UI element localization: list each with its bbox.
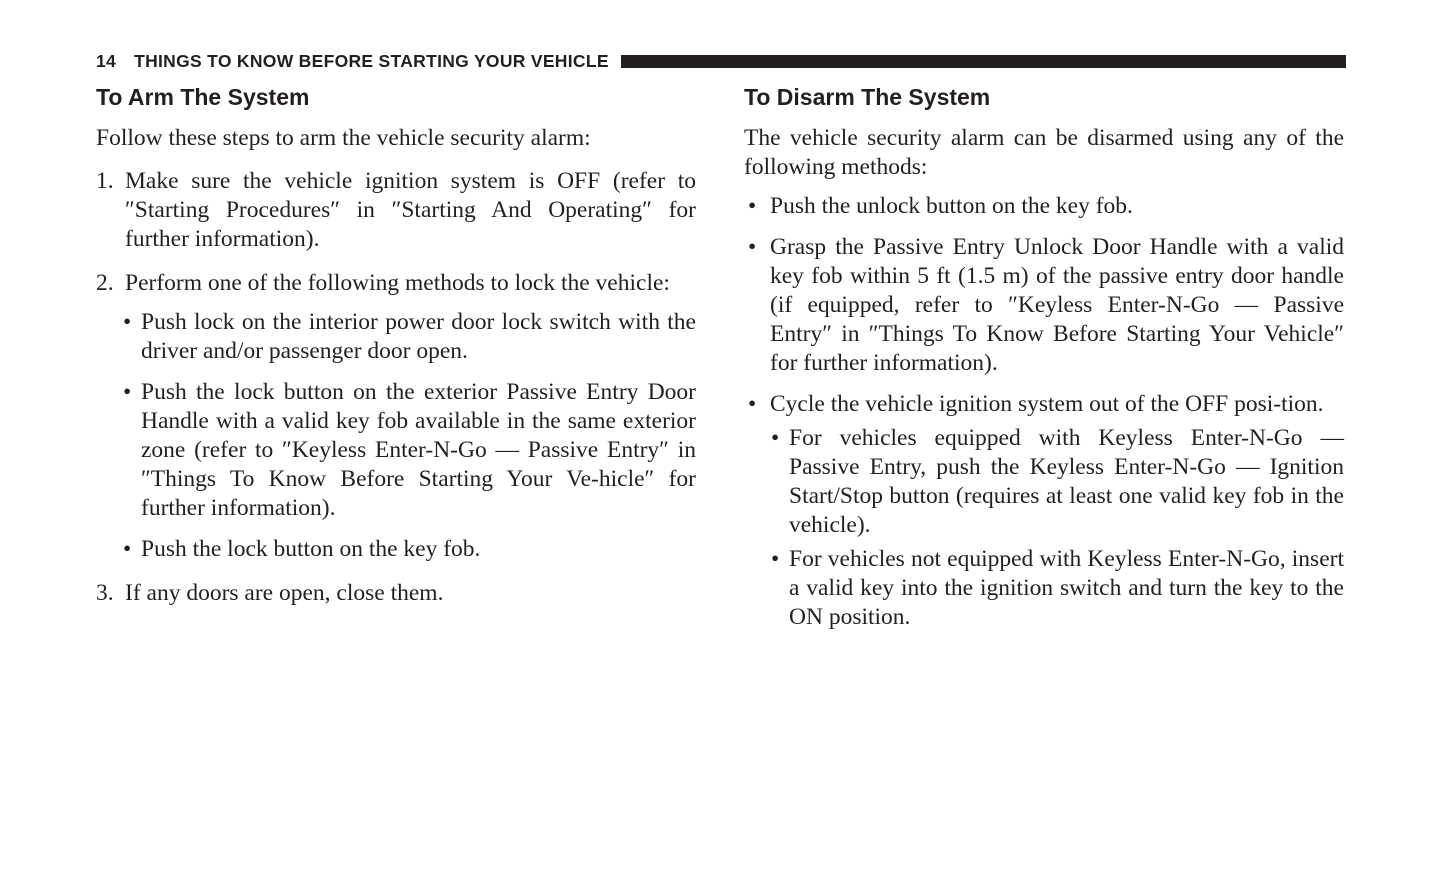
- bullet-text: Grasp the Passive Entry Unlock Door Handle with a valid key fob within 5 ft (1.5 m) of the passive entry door handle (if equipped, refer to ″Keyless Enter-N-Go — Passive Entry″ in ″Things To Know Before Starting Your Vehicle″ for further information).: [770, 234, 1344, 376]
- disarm-sub-bullet: [744, 545, 1344, 632]
- step-text: If any doors are open, close them.: [125, 580, 444, 606]
- arm-intro: Follow these steps to arm the vehicle security alarm:: [96, 125, 591, 151]
- step-number: 3.: [96, 580, 114, 606]
- arm-heading: To Arm The System: [96, 84, 310, 110]
- bullet-icon: •: [123, 379, 132, 405]
- bullet-icon: •: [123, 309, 132, 335]
- header-rule: [621, 55, 1346, 68]
- arm-step-2-bullet: [96, 535, 696, 564]
- bullet-icon: •: [771, 546, 780, 572]
- arm-step-2-bullet: [96, 308, 696, 366]
- disarm-sub-bullet: [744, 424, 1344, 540]
- disarm-heading: To Disarm The System: [744, 84, 991, 110]
- step-text: Make sure the vehicle ignition system is OFF (refer to ″Starting Procedures″ in ″Starting And Operating″ for further information).: [125, 168, 696, 252]
- bullet-text: For vehicles equipped with Keyless Enter-N-Go — Passive Entry, push the Keyless Enter-N-Go — Ignition Start/Stop button (requires at least one valid key fob in the vehicle).: [789, 425, 1344, 538]
- bullet-icon: •: [748, 391, 757, 417]
- disarm-intro: The vehicle security alarm can be disarmed using any of the following methods:: [744, 125, 1344, 180]
- right-column: [744, 82, 1344, 632]
- bullet-icon: •: [123, 536, 132, 562]
- bullet-text: Cycle the vehicle ignition system out of the OFF posi-tion.: [770, 391, 1324, 417]
- bullet-icon: •: [771, 425, 780, 451]
- disarm-bullet: [744, 233, 1344, 378]
- arm-step-2-bullet: [96, 378, 696, 523]
- disarm-bullet: [744, 192, 1344, 221]
- bullet-icon: •: [748, 234, 757, 260]
- step-number: 1.: [96, 168, 114, 194]
- step-text: Perform one of the following methods to lock the vehicle:: [125, 270, 670, 296]
- arm-step-1: [96, 167, 696, 254]
- disarm-bullet: [744, 390, 1344, 419]
- step-number: 2.: [96, 270, 114, 296]
- left-column: [96, 82, 696, 608]
- bullet-text: Push the lock button on the key fob.: [141, 536, 481, 562]
- bullet-text: Push lock on the interior power door lock switch with the driver and/or passenger door open.: [141, 309, 696, 364]
- bullet-text: Push the lock button on the exterior Passive Entry Door Handle with a valid key fob available in the same exterior zone (refer to ″Keyless Enter-N-Go — Passive Entry″ in ″Things To Know Before Starting Your Ve-hicle″ for further information).: [141, 379, 696, 521]
- arm-step-2: [96, 269, 696, 298]
- bullet-icon: •: [748, 193, 757, 219]
- page-header: [96, 50, 1346, 72]
- bullet-text: For vehicles not equipped with Keyless Enter-N-Go, insert a valid key into the ignition switch and turn the key to the ON position.: [789, 546, 1344, 630]
- bullet-text: Push the unlock button on the key fob.: [770, 193, 1133, 219]
- page-number: 14: [96, 50, 117, 71]
- section-title: THINGS TO KNOW BEFORE STARTING YOUR VEHICLE: [134, 50, 609, 71]
- arm-step-3: [96, 579, 696, 608]
